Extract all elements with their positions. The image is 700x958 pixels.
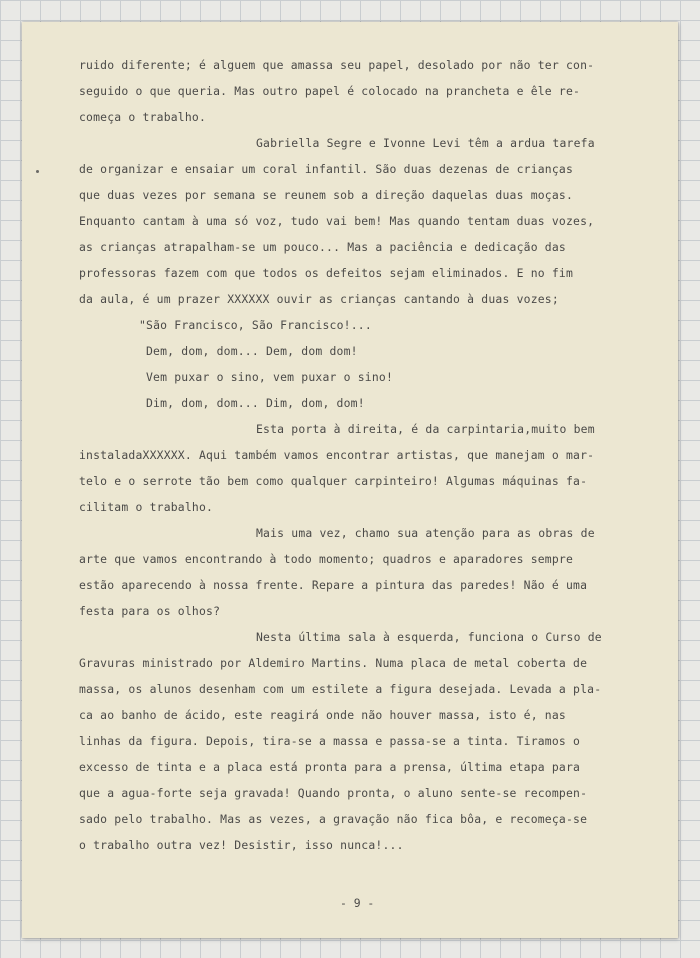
- text-line-31: o trabalho outra vez! Desistir, isso nunca!...: [79, 838, 404, 852]
- text-line-27: linhas da figura. Depois, tira-se a massa e passa-se a tinta. Tiramos o: [79, 734, 581, 748]
- paper-mark: [36, 170, 39, 173]
- text-line-2: seguido o que queria. Mas outro papel é colocado na prancheta e êle re-: [79, 84, 581, 98]
- verse-line-4: Dim, dom, dom... Dim, dom, dom!: [146, 396, 365, 410]
- text-line-28: excesso de tinta e a placa está pronta para a prensa, última etapa para: [79, 760, 581, 774]
- text-line-16: instaladaXXXXXX. Aqui também vamos encontrar artistas, que manejam o mar-: [79, 448, 595, 462]
- text-line-19: Mais uma vez, chamo sua atenção para as obras de: [256, 526, 595, 540]
- text-line-17: telo e o serrote tão bem como qualquer carpinteiro! Algumas máquinas fa-: [79, 474, 588, 488]
- page-number: - 9 -: [340, 896, 375, 910]
- text-line-25: massa, os alunos desenham com um estilete a figura desejada. Levada a pla-: [79, 682, 602, 696]
- text-line-3: começa o trabalho.: [79, 110, 207, 124]
- text-line-20: arte que vamos encontrando à todo momento; quadros e aparadores sempre: [79, 552, 574, 566]
- text-line-21: estão aparecendo à nossa frente. Repare a pintura das paredes! Não é uma: [79, 578, 588, 592]
- verse-line-3: Vem puxar o sino, vem puxar o sino!: [146, 370, 394, 384]
- text-line-29: que a agua-forte seja gravada! Quando pronta, o aluno sente-se recompen-: [79, 786, 588, 800]
- text-line-24: Gravuras ministrado por Aldemiro Martins. Numa placa de metal coberta de: [79, 656, 588, 670]
- text-line-15: Esta porta à direita, é da carpintaria,muito bem: [256, 422, 595, 436]
- text-line-8: as crianças atrapalham-se um pouco... Mas a paciência e dedicação das: [79, 240, 566, 254]
- text-line-5: de organizar e ensaiar um coral infantil. São duas dezenas de crianças: [79, 162, 574, 176]
- text-line-4: Gabriella Segre e Ivonne Levi têm a ardua tarefa: [256, 136, 595, 150]
- text-line-7: Enquanto cantam à uma só voz, tudo vai bem! Mas quando tentam duas vozes,: [79, 214, 595, 228]
- verse-line-2: Dem, dom, dom... Dem, dom dom!: [146, 344, 358, 358]
- text-line-26: ca ao banho de ácido, este reagirá onde não houver massa, isto é, nas: [79, 708, 566, 722]
- text-line-18: cilitam o trabalho.: [79, 500, 214, 514]
- text-line-6: que duas vezes por semana se reunem sob a direção daquelas duas moças.: [79, 188, 574, 202]
- text-line-30: sado pelo trabalho. Mas as vezes, a gravação não fica bôa, e recomeça-se: [79, 812, 588, 826]
- text-line-23: Nesta última sala à esquerda, funciona o Curso de: [256, 630, 602, 644]
- text-line-10: da aula, é um prazer XXXXXX ouvir as crianças cantando à duas vozes;: [79, 292, 559, 306]
- text-line-1: ruido diferente; é alguem que amassa seu papel, desolado por não ter con-: [79, 58, 595, 72]
- verse-line-1: "São Francisco, São Francisco!...: [139, 318, 372, 332]
- text-line-22: festa para os olhos?: [79, 604, 221, 618]
- document-page: [22, 22, 678, 938]
- text-line-9: professoras fazem com que todos os defeitos sejam eliminados. E no fim: [79, 266, 574, 280]
